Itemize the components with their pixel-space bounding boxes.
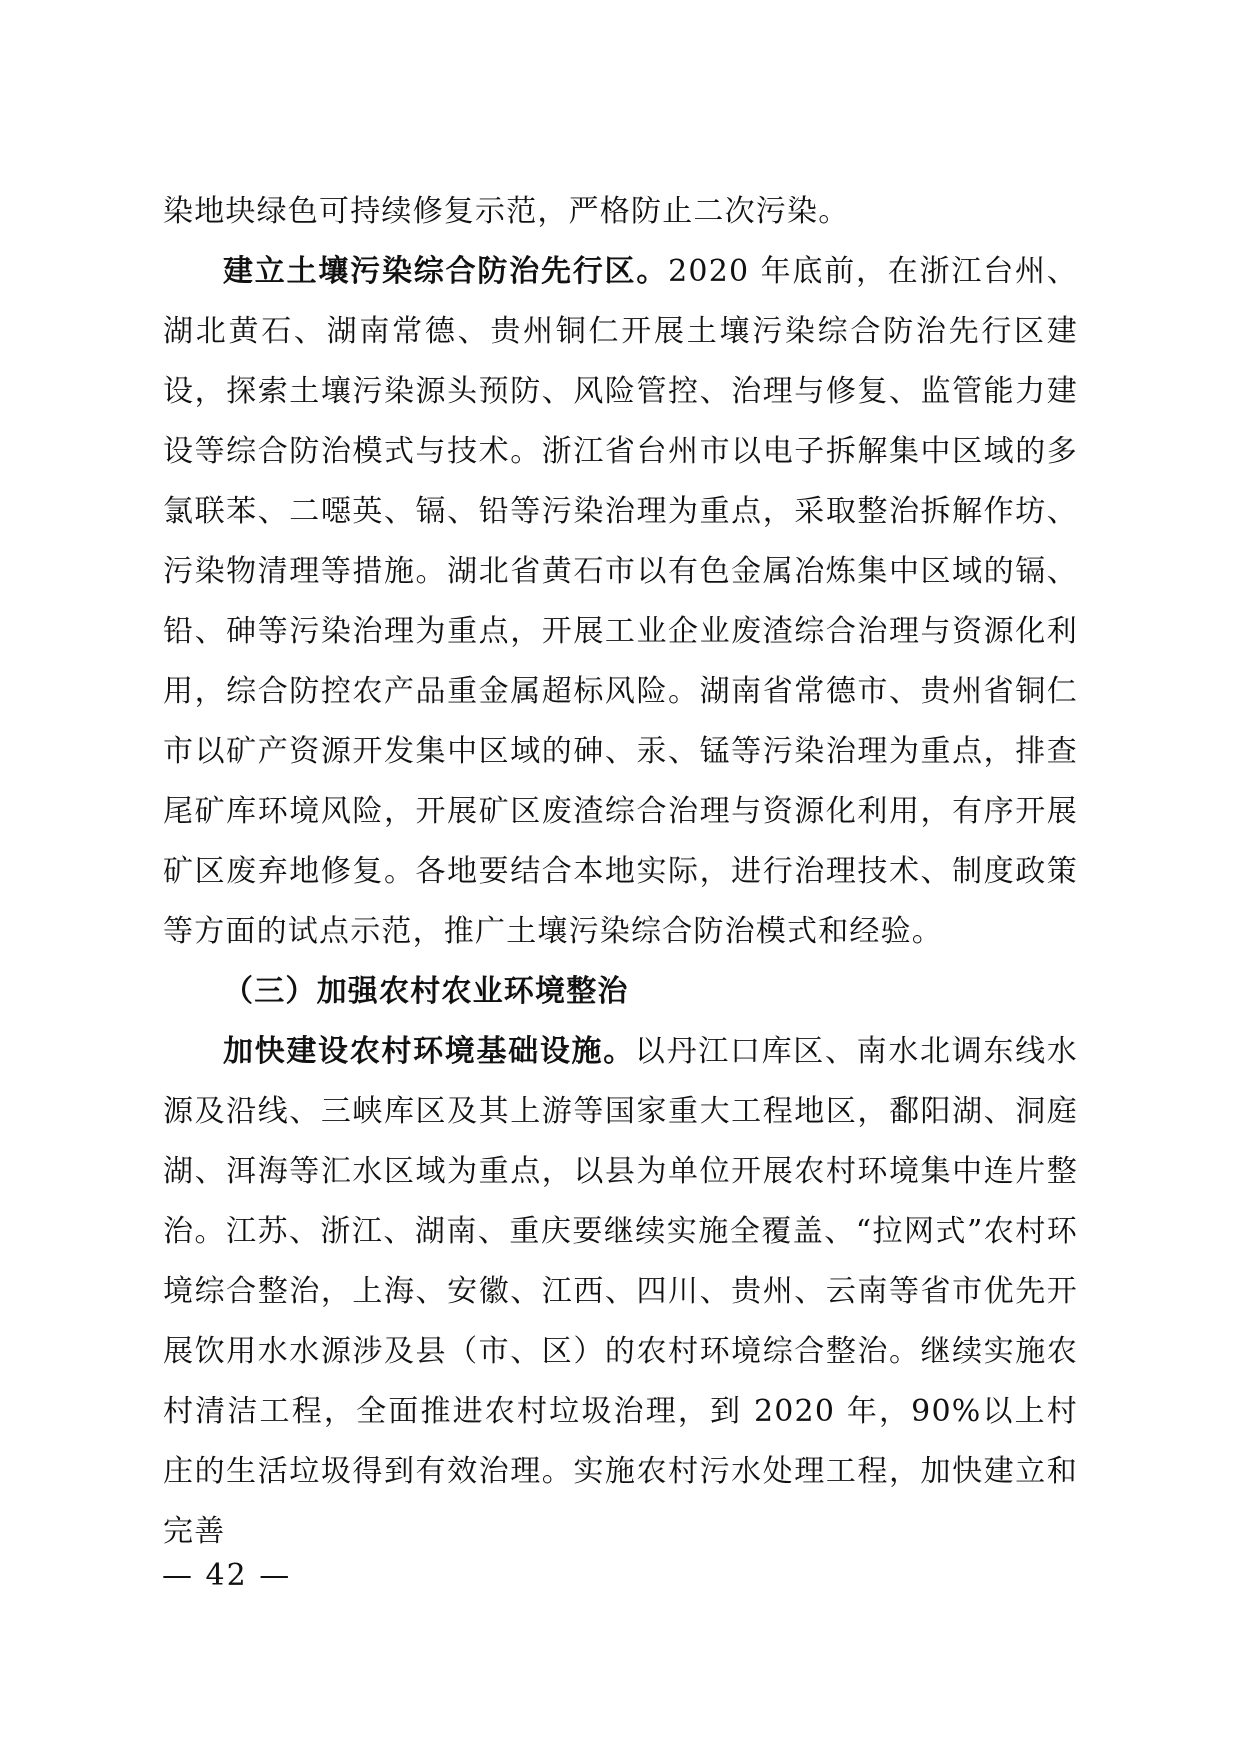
paragraph-rural-infrastructure: [163, 1022, 1078, 1562]
paragraph-body: 染地块绿色可持续修复示范，严格防止二次污染。: [163, 194, 850, 229]
paragraph-continuation: [163, 182, 1078, 242]
paragraph-body: 以丹江口库区、南水北调东线水源及沿线、三峡库区及其上游等国家重大工程地区，鄱阳湖、洞庭湖、洱海等汇水区域为重点，以县为单位开展农村环境集中连片整治。江苏、浙江、湖南、重庆要继续实施全覆盖、“拉网式”农村环境综合整治，上海、安徽、江西、四川、贵州、云南等省市优先开展饮用水水源涉及县（市、区）的农村环境综合整治。继续实施农村清洁工程，全面推进农村垃圾治理，到 2020 年，90%以上村庄的生活垃圾得到有效治理。实施农村污水处理工程，加快建立和完善: [163, 1034, 1078, 1549]
paragraph-body: 2020 年底前，在浙江台州、湖北黄石、湖南常德、贵州铜仁开展土壤污染综合防治先行区建设，探索土壤污染源头预防、风险管控、治理与修复、监管能力建设等综合防治模式与技术。浙江省台州市以电子拆解集中区域的多氯联苯、二噁英、镉、铅等污染治理为重点，采取整治拆解作坊、污染物清理等措施。湖北省黄石市以有色金属冶炼集中区域的镉、铅、砷等污染治理为重点，开展工业企业废渣综合治理与资源化利用，综合防控农产品重金属超标风险。湖南省常德市、贵州省铜仁市以矿产资源开发集中区域的砷、汞、锰等污染治理为重点，排查尾矿库环境风险，开展矿区废渣综合治理与资源化利用，有序开展矿区废弃地修复。各地要结合本地实际，进行治理技术、制度政策等方面的试点示范，推广土壤污染综合防治模式和经验。: [163, 254, 1078, 949]
body-text: [163, 182, 1078, 1562]
paragraph-pilot-zone: [163, 242, 1078, 962]
page-number: — 42 —: [162, 1558, 292, 1593]
paragraph-lead: 建立土壤污染综合防治先行区。: [223, 254, 669, 289]
section-heading: （三）加强农村农业环境整治: [223, 974, 629, 1009]
paragraph-lead: 加快建设农村环境基础设施。: [223, 1034, 635, 1069]
